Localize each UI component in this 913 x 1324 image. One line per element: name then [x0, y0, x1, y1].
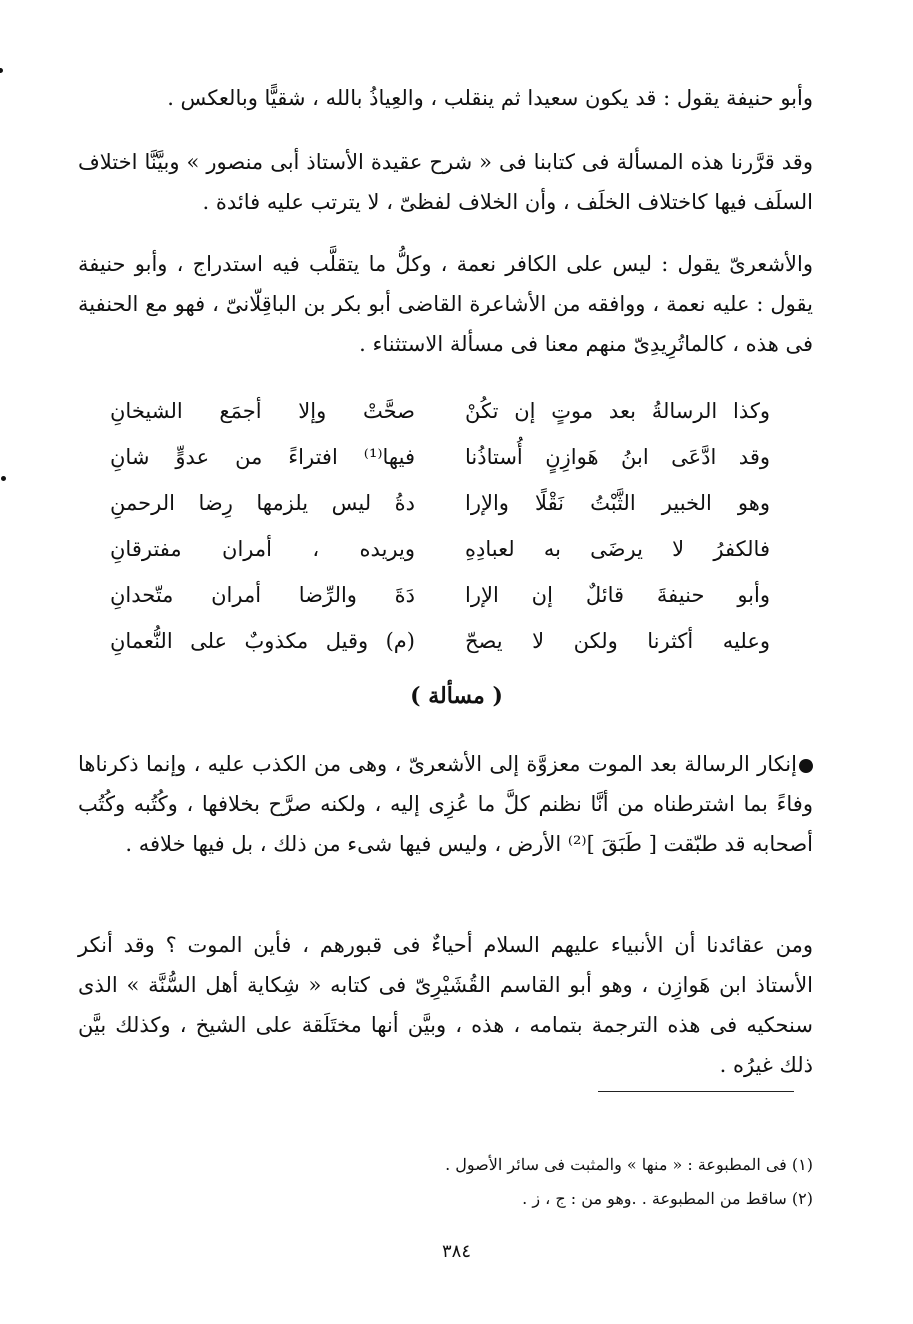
poem-verse — [110, 526, 770, 572]
paragraph-anbiya-ahya: ومن عقائدنا أن الأنبياء عليهم السلام أحياءٌ فى قبورهم ، فأين الموت ؟ وقد أنكر الأستاذ ابن هَوازِن ، وهو أبو القاسم القُشَيْرِىّ فى كتابه « شِكاية أهل السُّنَّة » الذى سنحكيه فى هذه الترجمة بتمامه ، هذه ، وبيَّن أنها مختَلَقة على الشيخ ، وكذلك بيَّن ذلك غيرُه . — [78, 933, 813, 1077]
paragraph-ashari-nima: والأشعرىّ يقول : ليس على الكافر نعمة ، وكلُّ ما يتقلَّب فيه استدراج ، وأبو حنيفة يقول : عليه نعمة ، ووافقه من الأشاعرة القاضى أبو بكر بن الباقِلّانىّ ، فهو مع الحنفية فى هذه ، كالماتُرِيدِىّ منهم معنا فى مسألة الاستثناء . — [78, 252, 813, 356]
footnote-1: (١) فى المطبوعة : « منها » والمثبت فى سائر الأصول . — [445, 1155, 813, 1174]
footnotes — [200, 1148, 813, 1216]
poem-verse — [110, 388, 770, 434]
footnote-2: (٢) ساقط من المطبوعة . .وهو من : ج ، ز . — [522, 1189, 813, 1208]
poem-verse — [110, 572, 770, 618]
verse-second-half: فيها⁽¹⁾ افتراءً من عدوٍّ شانِ — [110, 445, 415, 469]
verse-first-half: وهو الخبير الثَّبْتُ نَقْلًا والإرا — [465, 491, 770, 515]
footnote-divider — [598, 1091, 794, 1092]
verse-first-half: فالكفرُ لا يرضَى به لعبادِهِ — [465, 537, 770, 561]
verse-first-half: وأبو حنيفةَ قائلٌ إن الإرا — [465, 583, 770, 607]
verse-second-half: (م) وقيل مكذوبٌ على النُّعمانِ — [110, 629, 415, 653]
verse-second-half: دَةَ والرِّضا أمران متّحدانِ — [110, 583, 415, 607]
edge-mark-middle — [1, 476, 6, 481]
paragraph-abu-hanifa: وأبو حنيفة يقول : قد يكون سعيدا ثم ينقلب ، والعِياذُ بالله ، شقيًّا وبالعكس . — [167, 86, 813, 110]
poem-verse — [110, 618, 770, 664]
poem — [110, 388, 770, 664]
bullet-icon — [799, 759, 813, 773]
verse-second-half: صحَّتْ وإلا أجمَع الشيخانِ — [110, 399, 415, 423]
poem-verse — [110, 480, 770, 526]
verse-second-half: ويريده ، أمران مفترقانِ — [110, 537, 415, 561]
section-title: ( مسألة ) — [410, 683, 503, 709]
paragraph-sharh-aqida: وقد قرَّرنا هذه المسألة فى كتابنا فى « شرح عقيدة الأستاذ أبى منصور » وبيَّنَّا اختلاف السلَف فيها كاختلاف الخلَف ، وأن الخلاف لفظىّ ، لا يترتب عليه فائدة . — [78, 150, 813, 214]
poem-verse — [110, 434, 770, 480]
paragraph-inkar-risala — [78, 744, 813, 864]
verse-second-half: دةُ ليس يلزمها رِضا الرحمنِ — [110, 491, 415, 515]
verse-first-half: وعليه أكثرنا ولكن لا يصحّ — [465, 629, 770, 653]
verse-first-half: وقد ادَّعَى ابنُ هَوازِنٍ أُستاذُنا — [465, 445, 770, 469]
edge-mark-top — [0, 68, 3, 73]
paragraph-inkar-risala-text: إنكار الرسالة بعد الموت معزوَّة إلى الأشعرىّ ، وهى من الكذب عليه ، وإنما ذكرناها وفاءً بما اشترطناه من أنَّا نظنم كلَّ ما عُزِى إليه ، ولكنه صرَّح بخلافها ، وكُتُبه وكُتُب أصحابه قد طبّقت [ طَبَقَ ]⁽²⁾ الأرض ، وليس فيها شىء من ذلك ، بل فيها خلافه . — [78, 752, 813, 856]
page-number: ٣٨٤ — [441, 1241, 471, 1262]
verse-first-half: وكذا الرسالةُ بعد موتٍ إن تكُنْ — [465, 399, 770, 423]
